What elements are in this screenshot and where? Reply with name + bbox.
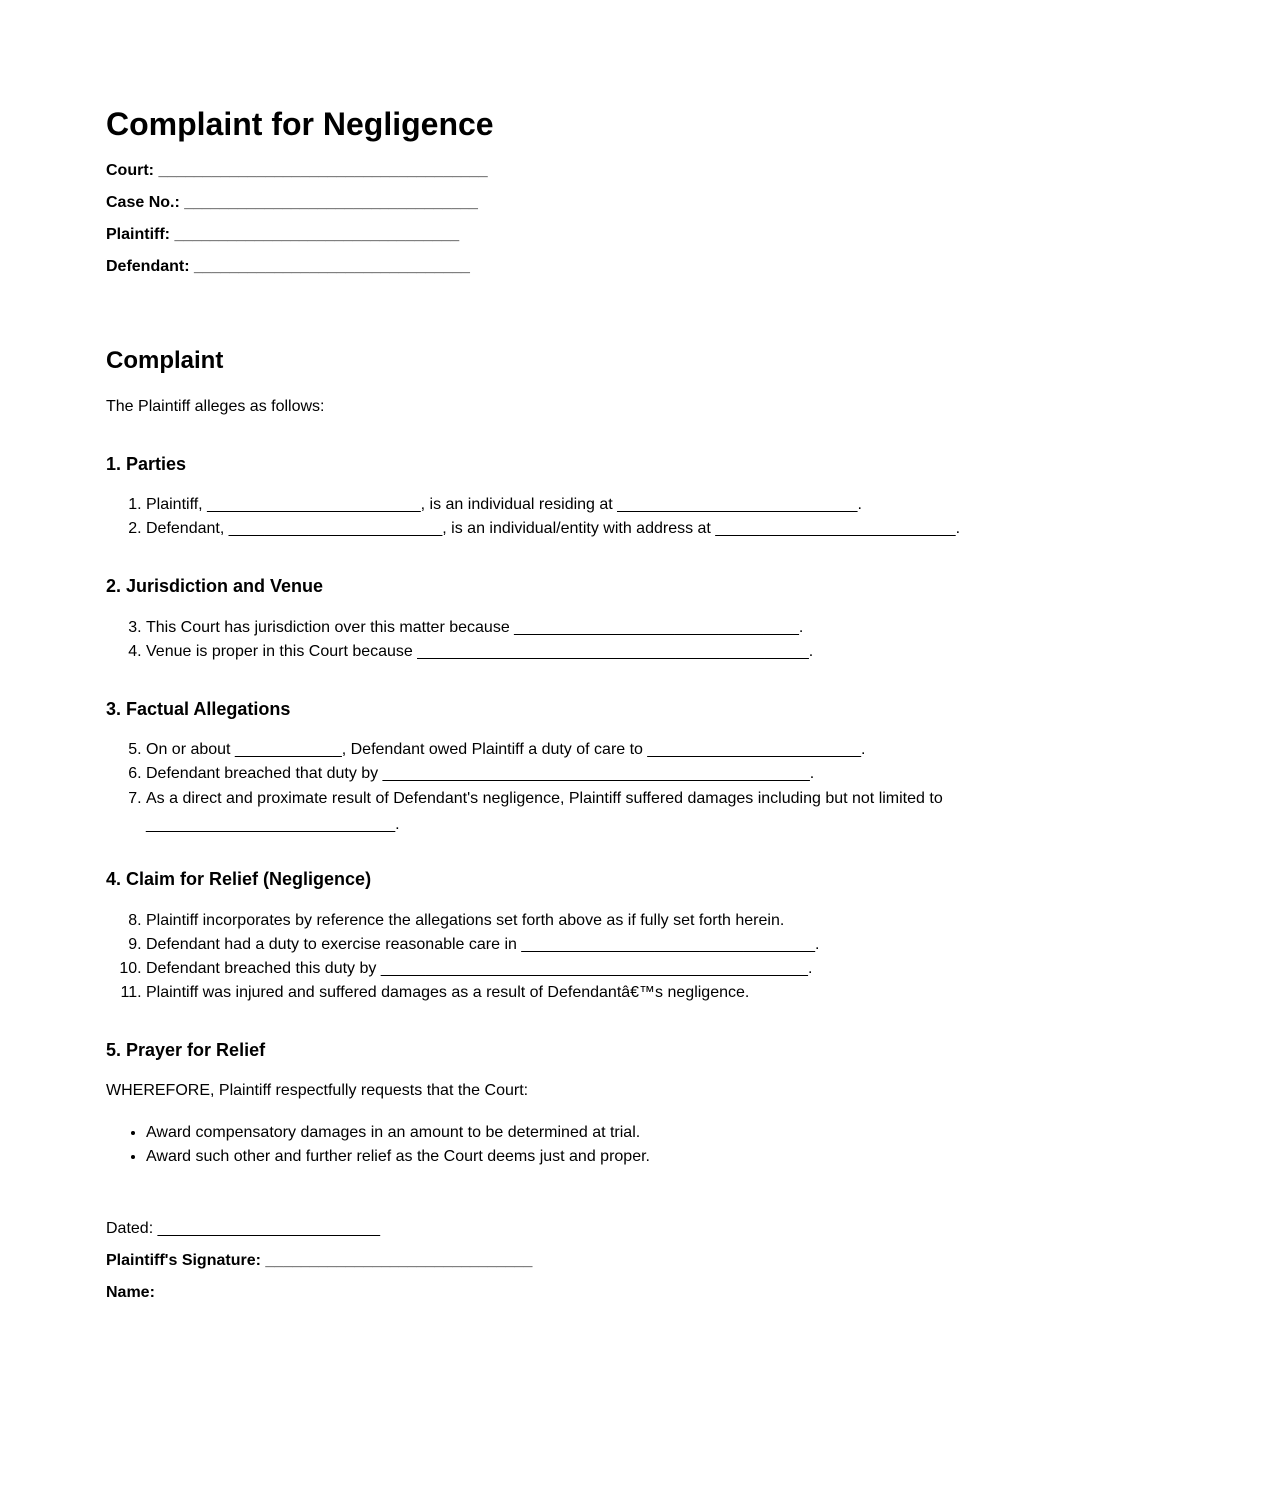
- case-caption: [106, 160, 488, 288]
- case-number-blank: _________________________________: [184, 194, 478, 211]
- section-jurisdiction-heading: 2. Jurisdiction and Venue: [106, 576, 324, 596]
- section-prayer-heading: 5. Prayer for Relief: [106, 1040, 266, 1060]
- complaint-heading: Complaint: [106, 347, 224, 374]
- dated-blank: _________________________: [157, 1220, 381, 1237]
- plaintiff-field: Plaintiff: ________________________________: [106, 226, 460, 243]
- court-field: Court: _____________________________________: [106, 162, 488, 179]
- facts-list: [106, 738, 976, 838]
- signature-blank: ______________________________: [265, 1252, 533, 1269]
- list-item: 11. Plaintiff was injured and suffered damages as a result of Defendantâ€™s negligence.: [146, 981, 1046, 1005]
- jurisdiction-list: [106, 616, 1046, 664]
- case-number-field: Case No.: _________________________________: [106, 194, 478, 211]
- section-facts-heading: 3. Factual Allegations: [106, 699, 291, 719]
- plaintiff-blank: ________________________________: [174, 226, 460, 243]
- list-item: 3. This Court has jurisdiction over this matter because ________________________________.: [146, 616, 1046, 640]
- section-claim-heading: 4. Claim for Relief (Negligence): [106, 869, 372, 889]
- list-item: 10. Defendant breached this duty by ________________________________________________.: [146, 957, 1046, 981]
- list-item: 2. Defendant, ________________________, is an individual/entity with address at ___________________________.: [146, 517, 1046, 541]
- complaint-intro: The Plaintiff alleges as follows:: [106, 398, 325, 415]
- signature-block: [106, 1218, 532, 1314]
- court-blank: _____________________________________: [158, 162, 488, 179]
- defendant-blank: _______________________________: [194, 258, 470, 275]
- signature-field: Plaintiff's Signature: ______________________________: [106, 1252, 533, 1269]
- dated-field: Dated: _________________________: [106, 1220, 381, 1237]
- list-item: 9. Defendant had a duty to exercise reasonable care in _________________________________.: [146, 933, 1046, 957]
- defendant-field: Defendant: _______________________________: [106, 258, 470, 275]
- list-item: • Award compensatory damages in an amount to be determined at trial.: [146, 1121, 1046, 1145]
- section-parties-heading: 1. Parties: [106, 454, 187, 474]
- document-title: Complaint for Negligence: [106, 106, 494, 142]
- prayer-list: [106, 1121, 1046, 1169]
- list-item: 6. Defendant breached that duty by ________________________________________________.: [146, 762, 976, 786]
- claim-list: [106, 909, 1046, 1005]
- list-item: 5. On or about ____________, Defendant owed Plaintiff a duty of care to ________________________.: [146, 738, 976, 762]
- prayer-intro: WHEREFORE, Plaintiff respectfully requests that the Court:: [106, 1082, 529, 1099]
- list-item: 7. As a direct and proximate result of Defendant's negligence, Plaintiff suffered damages including but not limited to ____________________________.: [146, 786, 976, 838]
- list-item: • Award such other and further relief as the Court deems just and proper.: [146, 1145, 1046, 1169]
- name-field: Name:: [106, 1284, 155, 1301]
- list-item: 1. Plaintiff, ________________________, is an individual residing at ___________________________.: [146, 493, 1046, 517]
- parties-list: [106, 493, 1046, 541]
- list-item: 4. Venue is proper in this Court because ____________________________________________.: [146, 640, 1046, 664]
- list-item: 8. Plaintiff incorporates by reference the allegations set forth above as if fully set forth herein.: [146, 909, 1046, 933]
